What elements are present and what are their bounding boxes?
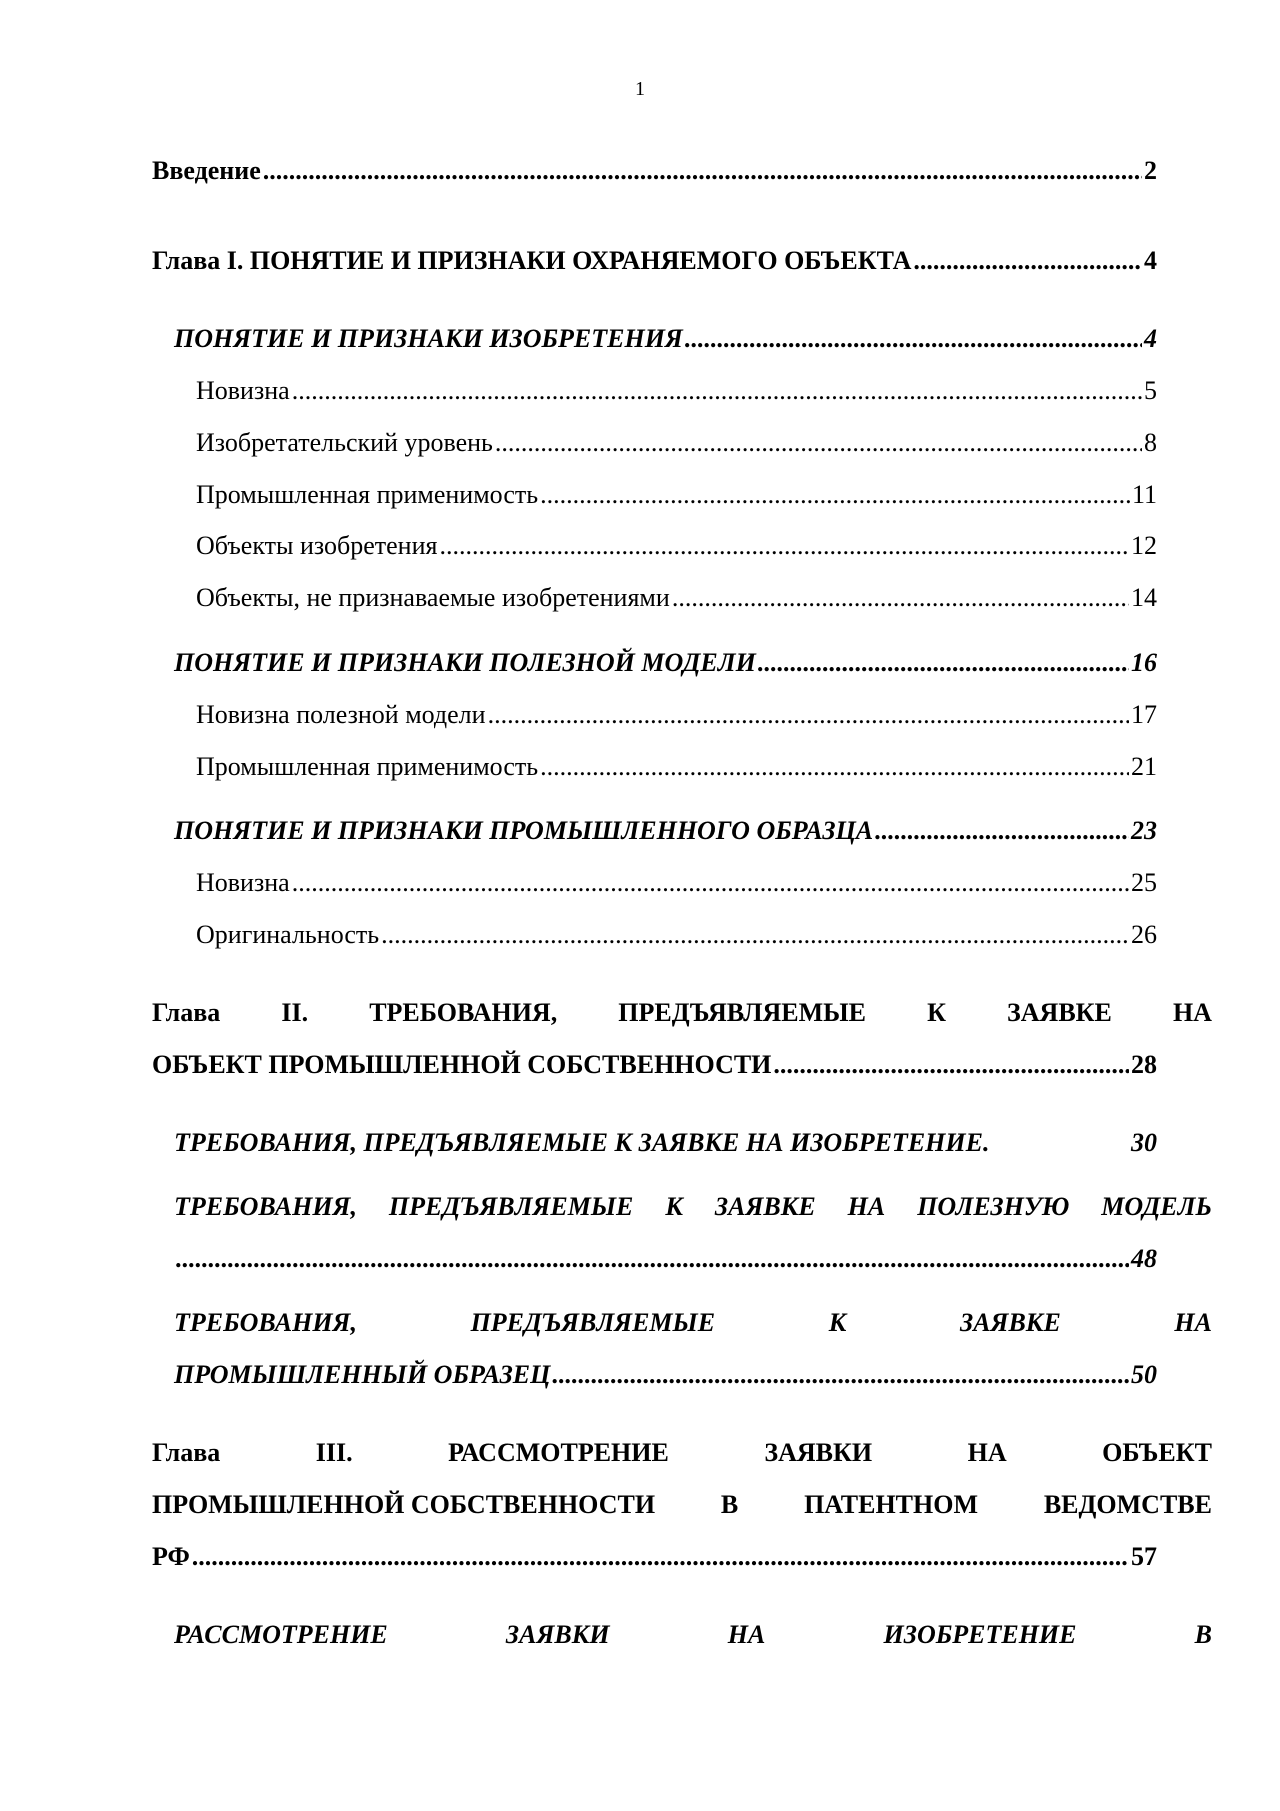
toc-word: ТРЕБОВАНИЯ, [174,1192,357,1221]
toc-word: Глава [152,1438,221,1467]
toc-word: НА [847,1192,886,1221]
toc-entry-label: ТРЕБОВАНИЯ, ПРЕДЪЯВЛЯЕМЫЕ К ЗАЯВКЕ НА ИЗОБРЕТЕНИЕ. [174,1128,990,1157]
dot-leader [875,816,1129,846]
dot-leader [913,246,1142,276]
toc-entry-page: 26 [1131,920,1157,949]
toc-entry-page: 28 [1131,1050,1157,1079]
toc-entry-section-utility-model[interactable] [174,648,1157,678]
toc-entry-page: 8 [1144,428,1157,457]
toc-entry-chapter-2-line-1[interactable] [152,998,1212,1028]
toc-entry-label: Новизна [196,376,290,405]
toc-entry-label: ПОНЯТИЕ И ПРИЗНАКИ ПОЛЕЗНОЙ МОДЕЛИ [174,648,756,677]
toc-entry-page: 11 [1131,480,1157,509]
dot-leader [292,868,1129,898]
toc-entry-label: Объекты, не признаваемые изобретениями [196,583,670,612]
toc-entry-subsection[interactable] [196,376,1157,406]
toc-entry-label: Глава I. ПОНЯТИЕ И ПРИЗНАКИ ОХРАНЯЕМОГО ОБЪЕКТА [152,246,912,275]
dot-leader [758,648,1129,678]
toc-word: ТРЕБОВАНИЯ, [369,998,558,1027]
toc-entry-label: Промышленная применимость [196,480,539,509]
toc-entry-page: 30 [1131,1128,1157,1157]
toc-entry-page: 12 [1131,531,1157,560]
toc-entry-page: 4 [1144,324,1157,353]
toc-entry-page: 48 [1131,1244,1157,1273]
toc-word: НА [1174,1308,1212,1337]
toc-entry-page: 16 [1131,648,1157,677]
toc-entry-industrial-design-application-line-1[interactable] [174,1308,1212,1338]
toc-entry-label: Объекты изобретения [196,531,438,560]
toc-entry-industrial-design-application-line-2[interactable] [174,1360,1157,1390]
toc-entry-section-invention[interactable] [174,324,1157,354]
toc-word: ПРОМЫШЛЕННОЙ СОБСТВЕННОСТИ [152,1490,656,1519]
toc-word: ПРЕДЪЯВЛЯЕМЫЕ [388,1192,634,1221]
toc-entry-section-industrial-design[interactable] [174,816,1157,846]
toc-word: ПОЛЕЗНУЮ [917,1192,1070,1221]
toc-entry-utility-model-application-line-1[interactable] [174,1192,1212,1222]
toc-entry-page: 25 [1131,868,1157,897]
toc-entry-label: ПОНЯТИЕ И ПРИЗНАКИ ПРОМЫШЛЕННОГО ОБРАЗЦА [174,816,874,845]
dot-leader [540,480,1130,510]
toc-entry-section-invention-application[interactable] [174,1128,1157,1158]
toc-word: К [828,1308,847,1337]
toc-entry-subsection[interactable] [196,700,1157,730]
toc-entry-chapter-3-line-3[interactable] [152,1542,1157,1572]
toc-entry-label: Промышленная применимость [196,752,539,781]
dot-leader [192,1542,1129,1572]
toc-entry-page: 2 [1144,156,1157,185]
dot-leader [540,752,1129,782]
toc-entry-introduction[interactable] [152,156,1157,186]
toc-entry-label: Новизна [196,868,290,897]
toc-entry-page: 57 [1131,1542,1157,1571]
toc-entry-chapter-3-line-1[interactable] [152,1438,1212,1468]
toc-word: ПАТЕНТНОМ [804,1490,979,1519]
toc-entry-label: Новизна полезной модели [196,700,486,729]
dot-leader [381,920,1129,950]
toc-entry-label: ПРОМЫШЛЕННЫЙ ОБРАЗЕЦ [174,1360,551,1389]
toc-entry-chapter-3-line-2[interactable] [152,1490,1212,1520]
toc-word: РАССМОТРЕНИЕ [174,1620,388,1649]
dot-leader [176,1244,1129,1274]
toc-word: ИЗОБРЕТЕНИЕ [883,1620,1077,1649]
toc-word: ЗАЯВКЕ [1007,998,1112,1027]
toc-entry-label: Введение [152,156,261,185]
toc-entry-chapter-1[interactable] [152,246,1157,276]
toc-word: НА [967,1438,1007,1467]
dot-leader [495,428,1142,458]
toc-entry-subsection[interactable] [196,531,1157,561]
toc-word: РАССМОТРЕНИЕ [448,1438,669,1467]
toc-entry-subsection[interactable] [196,480,1157,510]
toc-word: К [665,1192,683,1221]
toc-word: НА [1172,998,1212,1027]
toc-word: ЗАЯВКЕ [959,1308,1061,1337]
dot-leader [292,376,1142,406]
toc-entry-page: 17 [1131,700,1157,729]
toc-entry-page: 4 [1144,246,1157,275]
toc-word: ВЕДОМСТВЕ [1043,1490,1212,1519]
toc-word: ОБЪЕКТ [1102,1438,1212,1467]
toc-word: ПРЕДЪЯВЛЯЕМЫЕ [618,998,866,1027]
toc-entry-label: ПОНЯТИЕ И ПРИЗНАКИ ИЗОБРЕТЕНИЯ [174,324,683,353]
toc-entry-label: ОБЪЕКТ ПРОМЫШЛЕННОЙ СОБСТВЕННОСТИ [152,1050,772,1079]
toc-word: III. [315,1438,353,1467]
toc-word: К [927,998,946,1027]
toc-entry-page: 23 [1131,816,1157,845]
toc-entry-subsection[interactable] [196,583,1157,613]
toc-entry-page: 5 [1144,376,1157,405]
toc-word: Глава [152,998,221,1027]
toc-entry-page: 21 [1131,752,1157,781]
toc-word: ТРЕБОВАНИЯ, [174,1308,357,1337]
toc-word: НА [727,1620,766,1649]
toc-entry-utility-model-application-line-2[interactable] [174,1244,1157,1274]
toc-entry-subsection[interactable] [196,920,1157,950]
toc-entry-page: 50 [1131,1360,1157,1389]
toc-entry-subsection[interactable] [196,428,1157,458]
toc-word: МОДЕЛЬ [1101,1192,1212,1221]
toc-entry-invention-review-line-1[interactable] [174,1620,1212,1650]
toc-entry-chapter-2-line-2[interactable] [152,1050,1157,1080]
toc-entry-label: Изобретательский уровень [196,428,493,457]
dot-leader [439,531,1129,561]
toc-word: В [720,1490,739,1519]
dot-leader [773,1050,1129,1080]
toc-word: ПРЕДЪЯВЛЯЕМЫЕ [470,1308,716,1337]
toc-word: II. [281,998,309,1027]
toc-entry-label: Оригинальность [196,920,380,949]
dot-leader [263,156,1142,186]
toc-word: В [1194,1620,1212,1649]
dot-leader [685,324,1142,354]
dot-leader [488,700,1129,730]
dot-leader [552,1360,1129,1390]
toc-word: ЗАЯВКЕ [714,1192,816,1221]
toc-word: ЗАЯВКИ [764,1438,873,1467]
toc-entry-subsection[interactable] [196,752,1157,782]
dot-leader [672,583,1129,613]
toc-entry-subsection[interactable] [196,868,1157,898]
toc-word: ЗАЯВКИ [505,1620,610,1649]
page-number: 1 [635,78,645,100]
toc-entry-page: 14 [1131,583,1157,612]
toc-entry-label: РФ [152,1542,190,1571]
